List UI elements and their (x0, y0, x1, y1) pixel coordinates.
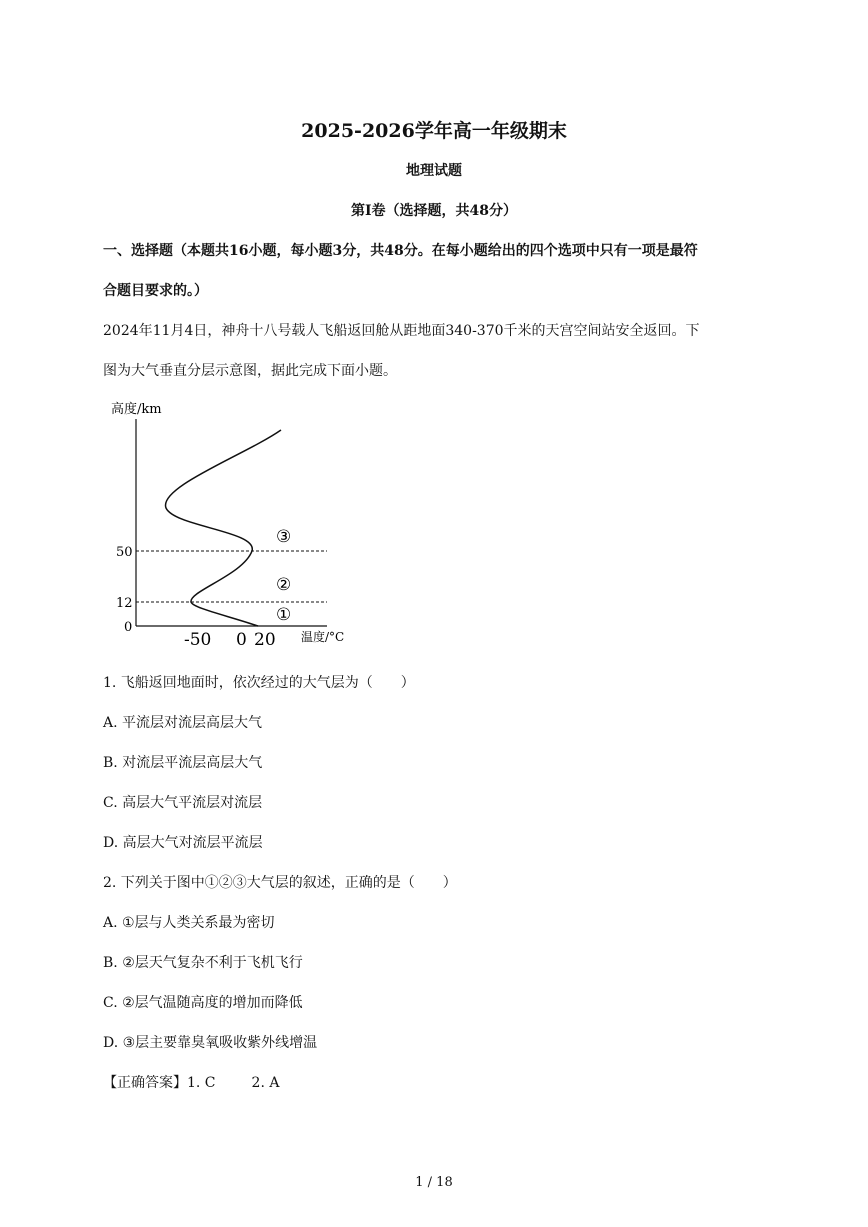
doc-title: 2025-2026学年高一年级期末 (301, 120, 567, 142)
y-tick-50: 50 (116, 545, 133, 560)
question-1-stem: 1. 飞船返回地面时，依次经过的大气层为（ ） (103, 675, 415, 691)
x-tick-0: 0 (236, 630, 247, 650)
answer-item-2: 2. A (251, 1075, 280, 1091)
q1-option-a: A. 平流层对流层高层大气 (103, 715, 263, 731)
section-heading-line1: 一、选择题（本题共16小题，每小题3分，共48分。在每小题给出的四个选项中只有一项是最符 (103, 243, 698, 259)
q1-option-c: C. 高层大气平流层对流层 (103, 795, 263, 811)
x-axis-label: 温度/°C (301, 630, 345, 644)
section-heading-line2: 合题目要求的。） (103, 283, 208, 299)
doc-subtitle: 地理试题 (406, 163, 462, 179)
y-tick-0: 0 (124, 620, 133, 635)
atmosphere-layer-figure (95, 395, 375, 655)
q2-option-a: A. ①层与人类关系最为密切 (103, 915, 275, 931)
layer-label-2: ② (276, 575, 292, 595)
q1-option-b: B. 对流层平流层高层大气 (103, 755, 263, 771)
x-tick-20: 20 (254, 630, 276, 650)
answer-item-1: 1. C (187, 1075, 216, 1091)
intro-line1: 2024年11月4日，神舟十八号载人飞船返回舱从距地面340-370千米的天宫空间站安全返回。下 (103, 323, 700, 339)
q2-option-c: C. ②层气温随高度的增加而降低 (103, 995, 303, 1011)
temperature-curve (165, 430, 281, 626)
answer-line (103, 1072, 279, 1092)
intro-line2: 图为大气垂直分层示意图，据此完成下面小题。 (103, 363, 397, 379)
question-2-stem: 2. 下列关于图中①②③大气层的叙述，正确的是（ ） (103, 875, 457, 891)
q2-option-d: D. ③层主要靠臭氧吸收紫外线增温 (103, 1035, 318, 1051)
layer-label-1: ① (276, 605, 292, 625)
q1-option-d: D. 高层大气对流层平流层 (103, 835, 263, 851)
volume-heading: 第I卷（选择题，共48分） (350, 203, 518, 219)
answer-label: 【正确答案】 (103, 1075, 187, 1091)
y-tick-12: 12 (116, 596, 133, 611)
y-axis-label: 高度/km (111, 402, 162, 417)
layer-label-3: ③ (276, 527, 292, 547)
q2-option-b: B. ②层天气复杂不利于飞机飞行 (103, 955, 303, 971)
page-number: 1 / 18 (415, 1175, 453, 1190)
x-tick-minus50: -50 (184, 630, 212, 650)
